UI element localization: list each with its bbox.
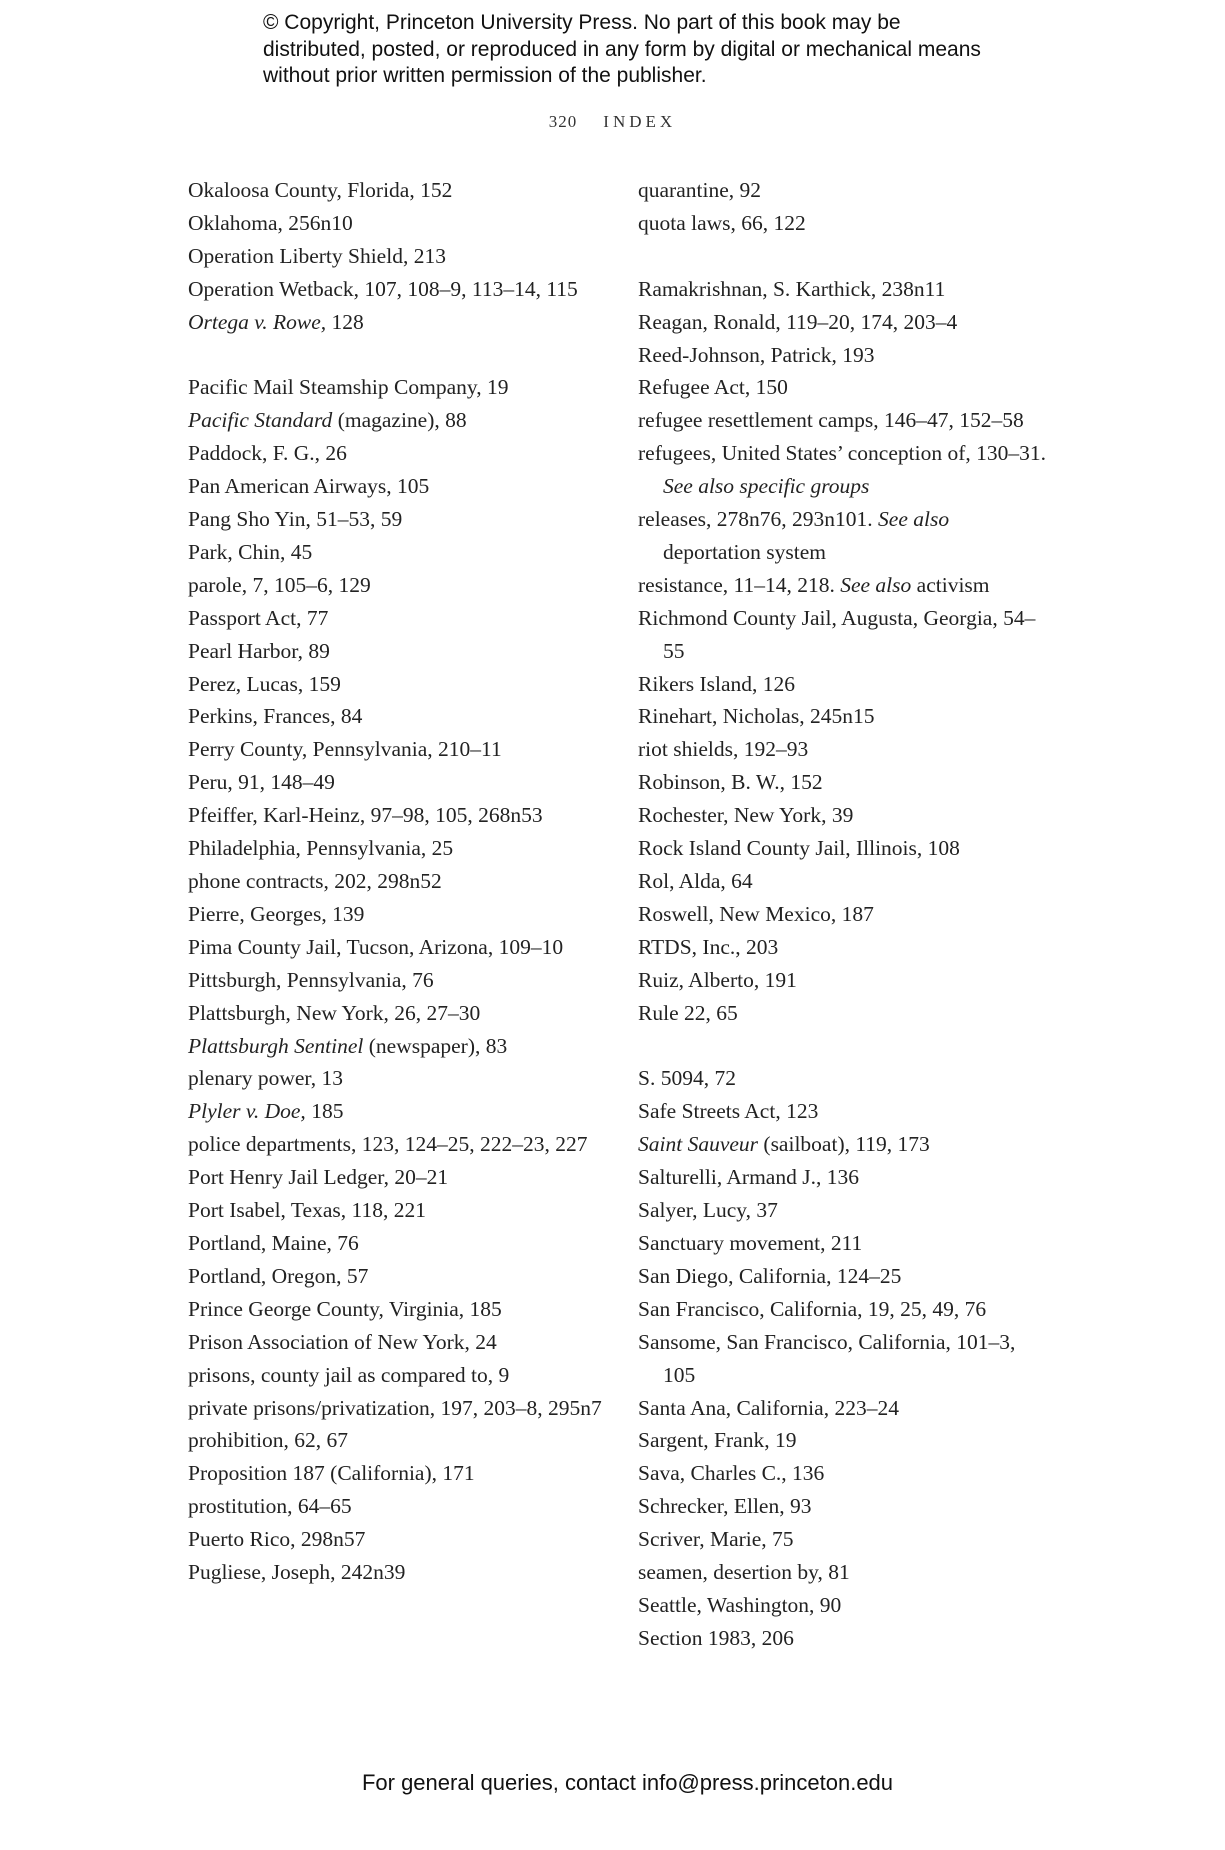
index-column-left [188,174,628,1589]
running-header [0,112,1225,132]
section-spacer [638,240,1048,273]
index-entry [638,668,1048,701]
index-entry-text: Rochester, New York, 39 [638,803,854,828]
index-entry-text: quota laws, 66, 122 [638,210,806,235]
index-entry-italic-text: Plattsburgh Sentinel [188,1033,364,1058]
index-entry-text: Sargent, Frank, 19 [638,1428,797,1453]
index-entry-text: Sansome, San Francisco, California, 101–3, 105 [638,1329,1016,1387]
index-entry [188,799,628,832]
index-entry [188,1030,628,1063]
index-entry [638,207,1048,240]
index-entry [638,371,1048,404]
index-entry-text: private prisons/privatization, 197, 203–8, 295n7 [188,1395,602,1420]
index-entry-text: Salturelli, Armand J., 136 [638,1165,859,1190]
index-entry [638,733,1048,766]
index-entry-text: Ramakrishnan, S. Karthick, 238n11 [638,276,946,301]
index-entry [188,207,628,240]
index-entry-text: Portland, Oregon, 57 [188,1263,369,1288]
index-entry [638,1227,1048,1260]
index-entry [638,174,1048,207]
index-entry-text: Passport Act, 77 [188,605,329,630]
index-entry-text: Rule 22, 65 [638,1000,738,1025]
index-entry [638,964,1048,997]
index-entry-text: parole, 7, 105–6, 129 [188,572,371,597]
index-entry-text: Pacific Mail Steamship Company, 19 [188,375,509,400]
index-entry [188,306,628,339]
index-entry [188,1194,628,1227]
index-entry-text: Peru, 91, 148–49 [188,770,335,795]
index-entry-text: plenary power, 13 [188,1066,343,1091]
index-entry [638,306,1048,339]
index-entry-text: Port Henry Jail Ledger, 20–21 [188,1165,449,1190]
section-spacer [188,339,628,372]
index-entry-text: Operation Wetback, 107, 108–9, 113–14, 115 [188,276,578,301]
index-entry-text: Proposition 187 (California), 171 [188,1461,475,1486]
index-entry [188,240,628,273]
index-entry [638,997,1048,1030]
index-entry-text: Schrecker, Ellen, 93 [638,1494,812,1519]
index-entry [188,1095,628,1128]
index-entry-text: S. 5094, 72 [638,1066,736,1091]
index-entry-text: Pugliese, Joseph, 242n39 [188,1560,406,1585]
index-entry [188,1457,628,1490]
index-entry [638,273,1048,306]
index-entry-text: prisons, county jail as compared to, 9 [188,1362,510,1387]
index-entry-text: Seattle, Washington, 90 [638,1592,842,1617]
index-entry [638,503,1048,569]
index-entry [188,602,628,635]
index-entry [638,1260,1048,1293]
index-entry-italic-text: Pacific Standard [188,408,333,433]
index-entry-text: Pearl Harbor, 89 [188,638,330,663]
index-entry-text: Robinson, B. W., 152 [638,770,823,795]
index-entry [188,964,628,997]
index-entry-text: Okaloosa County, Florida, 152 [188,178,453,202]
index-entry-text: RTDS, Inc., 203 [638,934,779,959]
index-entry-text: resistance, 11–14, 218. [638,572,841,597]
page-number: 320 [548,112,578,131]
index-entry-text: 128 [326,309,364,334]
index-entry [188,1293,628,1326]
index-entry [188,1128,628,1161]
index-entry [188,865,628,898]
index-entry [188,470,628,503]
index-entry [188,273,628,306]
index-entry [188,1062,628,1095]
index-entry-text: Port Isabel, Texas, 118, 221 [188,1198,426,1223]
index-entry-text: Prince George County, Virginia, 185 [188,1296,502,1321]
index-entry [188,569,628,602]
index-entry-text: refugees, United States’ conception of, 130–31. [638,441,1046,466]
index-entry [638,1194,1048,1227]
index-entry [638,1622,1048,1655]
index-entry [188,1490,628,1523]
index-entry [638,437,1048,503]
index-entry-text: Puerto Rico, 298n57 [188,1527,366,1552]
index-entry [188,536,628,569]
index-entry [188,635,628,668]
index-entry-text: seamen, desertion by, 81 [638,1560,850,1585]
index-entry [188,700,628,733]
index-entry-text: Perez, Lucas, 159 [188,671,341,696]
index-entry [638,1589,1048,1622]
index-entry [188,1523,628,1556]
index-entry-text: Salyer, Lucy, 37 [638,1198,778,1223]
index-entry [188,1359,628,1392]
index-entry [188,668,628,701]
index-entry-text: Roswell, New Mexico, 187 [638,901,874,926]
index-entry-text: Rol, Alda, 64 [638,869,753,894]
index-entry [638,1490,1048,1523]
index-entry-text: Pittsburgh, Pennsylvania, 76 [188,967,434,992]
index-entry-text: Perkins, Frances, 84 [188,704,363,729]
index-entry-italic-text: See also [840,572,912,597]
index-entry [188,931,628,964]
index-entry-text: Refugee Act, 150 [638,375,788,400]
index-entry [638,1293,1048,1326]
index-entry-text: (magazine), 88 [332,408,467,433]
index-entry-text: Pfeiffer, Karl-Heinz, 97–98, 105, 268n53 [188,803,543,828]
index-entry-text: activism [911,572,990,597]
index-entry [188,832,628,865]
index-entry-text: Safe Streets Act, 123 [638,1099,819,1124]
section-title: INDEX [603,112,677,131]
index-entry [188,1392,628,1425]
index-entry-text: Reed-Johnson, Patrick, 193 [638,342,875,367]
index-entry-text: Santa Ana, California, 223–24 [638,1395,899,1420]
index-entry-text: Operation Liberty Shield, 213 [188,243,446,268]
index-entry [638,1095,1048,1128]
index-entry-text: refugee resettlement camps, 146–47, 152–58 [638,408,1024,433]
index-entry [188,174,628,207]
index-entry-text: Rinehart, Nicholas, 245n15 [638,704,875,729]
index-entry-text: Rikers Island, 126 [638,671,796,696]
index-column-right [638,174,1048,1655]
index-entry-text: police departments, 123, 124–25, 222–23, 227 [188,1132,588,1157]
index-entry [638,602,1048,668]
index-entry [188,371,628,404]
index-entry-text: quarantine, 92 [638,178,761,202]
index-entry-text: Reagan, Ronald, 119–20, 174, 203–4 [638,309,958,334]
index-entry-text: Paddock, F. G., 26 [188,441,347,466]
index-entry-italic-text: Plyler v. Doe, [188,1099,306,1124]
section-spacer [638,1030,1048,1063]
index-entry-text: Perry County, Pennsylvania, 210–11 [188,737,502,762]
index-entry [188,1556,628,1589]
index-entry [638,1128,1048,1161]
index-entry [638,1161,1048,1194]
index-entry [638,832,1048,865]
index-entry-italic-text: See also specific groups [663,474,870,499]
index-entry-text: San Francisco, California, 19, 25, 49, 76 [638,1296,987,1321]
index-entry [638,404,1048,437]
index-entry [188,437,628,470]
index-entry-text: Sava, Charles C., 136 [638,1461,825,1486]
index-entry-italic-text: Ortega v. Rowe, [188,309,327,334]
index-entry-text: Pan American Airways, 105 [188,474,430,499]
index-entry-italic-text: See also [878,507,950,532]
index-entry-text: Pierre, Georges, 139 [188,901,365,926]
index-entry-text: deportation system [663,539,827,564]
copyright-notice: © Copyright, Princeton University Press. No part of this book may be distributed, posted, or reproduced in any form by digital or mechanical means without prior written permission of the publisher. [263,11,981,87]
index-entry [188,1227,628,1260]
index-entry [638,1062,1048,1095]
index-entry-text: Prison Association of New York, 24 [188,1329,497,1354]
index-entry-text: Richmond County Jail, Augusta, Georgia, 54–55 [638,605,1036,663]
index-entry [638,1326,1048,1392]
index-entry [638,865,1048,898]
index-entry [188,766,628,799]
index-entry [638,1523,1048,1556]
index-entry-text: prohibition, 62, 67 [188,1428,349,1453]
index-entry [188,1424,628,1457]
index-entry-text: San Diego, California, 124–25 [638,1263,902,1288]
index-entry-text: Philadelphia, Pennsylvania, 25 [188,836,454,861]
index-entry-text: Pang Sho Yin, 51–53, 59 [188,507,403,532]
contact-footer: For general queries, contact info@press.princeton.edu [361,1770,894,1795]
index-entry [188,1260,628,1293]
index-entry-text: Ruiz, Alberto, 191 [638,967,797,992]
index-entry [188,1161,628,1194]
index-entry-text: Plattsburgh, New York, 26, 27–30 [188,1000,481,1025]
index-entry-text: phone contracts, 202, 298n52 [188,869,442,894]
index-entry [638,799,1048,832]
index-entry-text: Section 1983, 206 [638,1625,794,1650]
index-entry [638,931,1048,964]
index-entry [638,898,1048,931]
index-entry-text: (sailboat), 119, 173 [758,1132,930,1157]
index-entry [638,1556,1048,1589]
index-entry-text: Pima County Jail, Tucson, Arizona, 109–10 [188,934,564,959]
index-entry [188,733,628,766]
index-entry-text: releases, 278n76, 293n101. [638,507,879,532]
index-entry [638,1424,1048,1457]
index-entry [638,766,1048,799]
index-entry [188,898,628,931]
index-entry-text: Rock Island County Jail, Illinois, 108 [638,836,960,861]
index-entry [638,1392,1048,1425]
index-entry-text: Sanctuary movement, 211 [638,1230,863,1255]
index-entry-italic-text: Saint Sauveur [638,1132,759,1157]
index-entry [638,700,1048,733]
index-entry-text: Park, Chin, 45 [188,539,313,564]
index-entry [188,997,628,1030]
index-entry [638,1457,1048,1490]
index-entry-text: riot shields, 192–93 [638,737,809,762]
index-entry-text: Oklahoma, 256n10 [188,210,353,235]
index-entry-text: 185 [305,1099,344,1124]
index-entry [638,339,1048,372]
index-entry-text: prostitution, 64–65 [188,1494,352,1519]
index-entry [188,404,628,437]
index-entry-text: Scriver, Marie, 75 [638,1527,794,1552]
index-entry-text: Portland, Maine, 76 [188,1230,359,1255]
index-entry [188,503,628,536]
index-entry [188,1326,628,1359]
index-entry-text: (newspaper), 83 [363,1033,508,1058]
index-entry [638,569,1048,602]
